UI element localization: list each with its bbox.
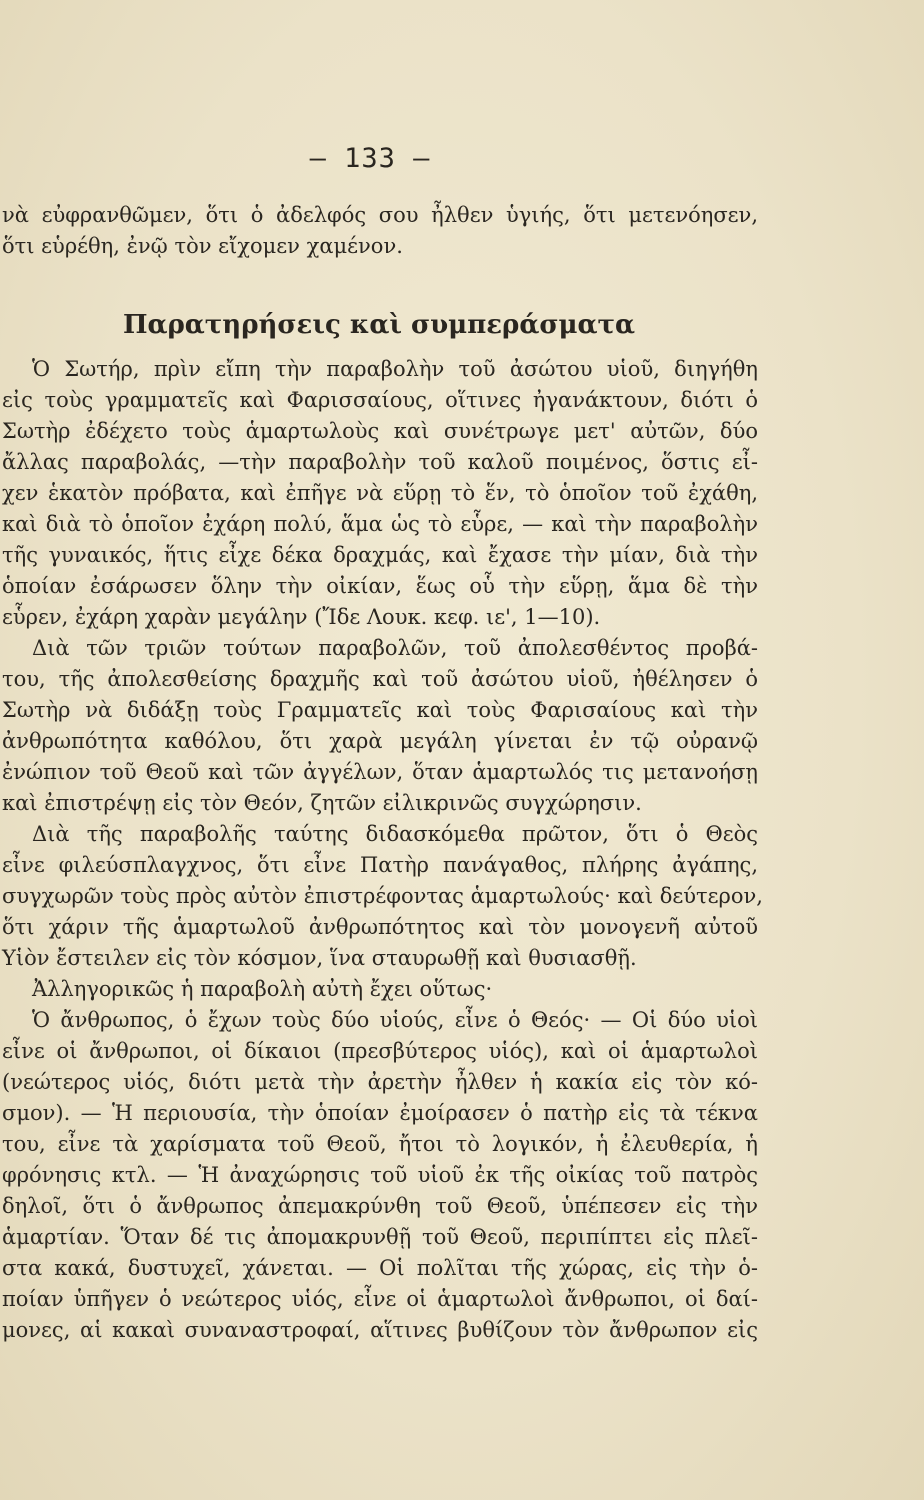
- text-line: ἄλλας παραβολάς, —τὴν παραβολὴν τοῦ καλοῦ ποιμένος, ὅστις εἶ-: [2, 450, 758, 474]
- text-line: Διὰ τῆς παραβολῆς ταύτης διδασκόμεθα πρῶτον, ὅτι ὁ Θεὸς: [32, 822, 758, 846]
- text-line: Διὰ τῶν τριῶν τούτων παραβολῶν, τοῦ ἀπολεσθέντος προβά-: [32, 636, 758, 660]
- text-line: τῆς γυναικός, ἥτις εἶχε δέκα δραχμάς, καὶ ἔχασε τὴν μίαν, διὰ τὴν: [2, 543, 758, 567]
- text-line: εἶνε οἱ ἄνθρωποι, οἱ δίκαιοι (πρεσβύτερος υἱός), καὶ οἱ ἁμαρτωλοὶ: [2, 1039, 758, 1063]
- text-line: μονες, αἱ κακαὶ συναναστροφαί, αἵτινες βυθίζουν τὸν ἄνθρωπον εἰς: [2, 1318, 758, 1342]
- text-line: εὗρεν, ἐχάρη χαρὰν μεγάλην (Ἴδε Λουκ. κεφ. ιε', 1—10).: [2, 605, 601, 629]
- text-line: ἁμαρτίαν. Ὅταν δέ τις ἀπομακρυνθῇ τοῦ Θεοῦ, περιπίπτει εἰς πλεῖ-: [2, 1225, 758, 1249]
- text-line: Σωτὴρ ἐδέχετο τοὺς ἁμαρτωλοὺς καὶ συνέτρωγε μετ' αὐτῶν, δύο: [2, 419, 758, 443]
- text-line: εἰς τοὺς γραμματεῖς καὶ Φαρισσαίους, οἵτινες ἠγανάκτουν, διότι ὁ: [2, 388, 758, 412]
- text-line: Σωτὴρ νὰ διδάξῃ τοὺς Γραμματεῖς καὶ τοὺς Φαρισαίους καὶ τὴν: [2, 698, 758, 722]
- text-line: συγχωρῶν τοὺς πρὸς αὐτὸν ἐπιστρέφοντας ἁμαρτωλούς· καὶ δεύτερον,: [2, 884, 763, 908]
- text-line: ὅτι χάριν τῆς ἁμαρτωλοῦ ἀνθρωπότητος καὶ τὸν μονογενῆ αὐτοῦ: [2, 915, 758, 939]
- page-number: — 133 —: [309, 143, 431, 174]
- text-line: Ὁ Σωτήρ, πρὶν εἴπη τὴν παραβολὴν τοῦ ἀσώτου υἱοῦ, διηγήθη: [32, 357, 758, 381]
- text-line: στα κακά, δυστυχεῖ, χάνεται. — Οἱ πολῖται τῆς χώρας, εἰς τὴν ὁ-: [2, 1256, 758, 1280]
- text-line: Ὁ ἄνθρωπος, ὁ ἔχων τοὺς δύο υἱούς, εἶνε ὁ Θεός· — Οἱ δύο υἱοὶ: [32, 1008, 758, 1032]
- text-line: ὁποίαν ἐσάρωσεν ὅλην τὴν οἰκίαν, ἕως οὗ τὴν εὕρῃ, ἅμα δὲ τὴν: [2, 574, 758, 598]
- section-heading: Παρατηρήσεις καὶ συμπεράσματα: [122, 310, 636, 340]
- text-line: σμον). — Ἡ περιουσία, τὴν ὁποίαν ἐμοίρασεν ὁ πατὴρ εἰς τὰ τέκνα: [2, 1101, 758, 1125]
- text-line: φρόνησις κτλ. — Ἡ ἀναχώρησις τοῦ υἱοῦ ἐκ τῆς οἰκίας τοῦ πατρὸς: [2, 1163, 758, 1187]
- text-line: χεν ἑκατὸν πρόβατα, καὶ ἐπῆγε νὰ εὕρῃ τὸ ἕν, τὸ ὁποῖον τοῦ ἐχάθη,: [2, 481, 758, 505]
- body-text: [0, 200, 770, 1346]
- text-line: του, τῆς ἀπολεσθείσης δραχμῆς καὶ τοῦ ἀσώτου υἱοῦ, ἠθέλησεν ὁ: [2, 667, 758, 691]
- text-line: εἶνε φιλεύσπλαγχνος, ὅτι εἶνε Πατὴρ πανάγαθος, πλήρης ἀγάπης,: [2, 853, 758, 877]
- text-line: καὶ διὰ τὸ ὁποῖον ἐχάρη πολύ, ἅμα ὡς τὸ εὗρε, — καὶ τὴν παραβολὴν: [2, 512, 758, 536]
- text-line: ἐνώπιον τοῦ Θεοῦ καὶ τῶν ἀγγέλων, ὅταν ἁμαρτωλός τις μετανοήσῃ: [2, 760, 758, 784]
- text-line: (νεώτερος υἱός, διότι μετὰ τὴν ἀρετὴν ἦλθεν ἡ κακία εἰς τὸν κό-: [2, 1070, 758, 1094]
- text-line: του, εἶνε τὰ χαρίσματα τοῦ Θεοῦ, ἤτοι τὸ λογικόν, ἡ ἐλευθερία, ἡ: [2, 1132, 758, 1156]
- text-line: Υἱὸν ἔστειλεν εἰς τὸν κόσμον, ἵνα σταυρωθῇ καὶ θυσιασθῇ.: [2, 946, 637, 970]
- text-line: νὰ εὐφρανθῶμεν, ὅτι ὁ ἀδελφός σου ἦλθεν ὑγιής, ὅτι μετενόησεν,: [2, 203, 758, 227]
- text-line: Ἀλληγορικῶς ἡ παραβολὴ αὐτὴ ἔχει οὕτως·: [32, 977, 493, 1001]
- text-line: ποίαν ὑπῆγεν ὁ νεώτερος υἱός, εἶνε οἱ ἁμαρτωλοὶ ἄνθρωποι, οἱ δαί-: [2, 1287, 758, 1311]
- text-line: δηλοῖ, ὅτι ὁ ἄνθρωπος ἀπεμακρύνθη τοῦ Θεοῦ, ὑπέπεσεν εἰς τὴν: [2, 1194, 758, 1218]
- text-line: ὅτι εὑρέθη, ἐνῷ τὸν εἴχομεν χαμένον.: [2, 234, 403, 258]
- text-line: ἀνθρωπότητα καθόλου, ὅτι χαρὰ μεγάλη γίνεται ἐν τῷ οὐρανῷ: [2, 729, 758, 753]
- text-line: καὶ ἐπιστρέψῃ εἰς τὸν Θεόν, ζητῶν εἰλικρινῶς συγχώρησιν.: [2, 791, 642, 815]
